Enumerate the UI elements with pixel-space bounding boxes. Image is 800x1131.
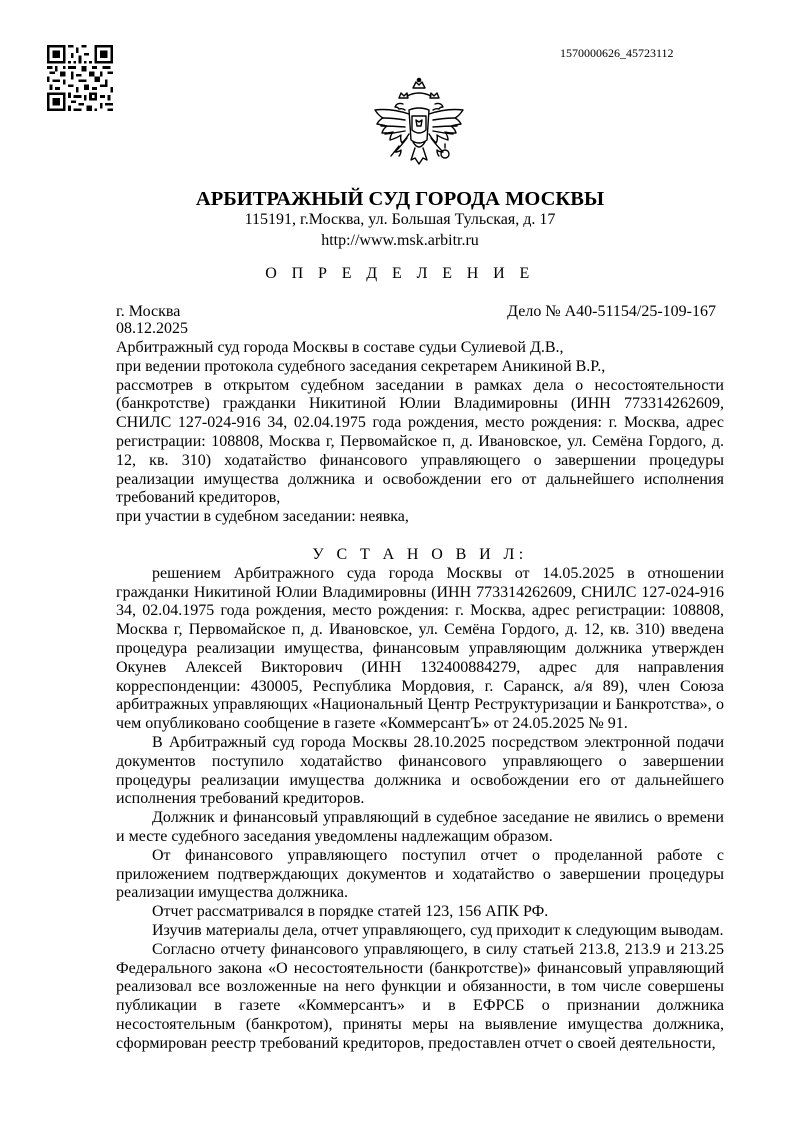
document-type-title: О П Р Е Д Е Л Е Н И Е	[265, 265, 535, 282]
document-id: 1570000626_45723112	[560, 46, 674, 60]
intro-line-judge: Арбитражный суд города Москвы в составе судьи Сулиевой Д.В.,	[116, 339, 564, 356]
paragraph: Отчет рассматривался в порядке статей 123, 156 АПК РФ.	[152, 903, 549, 921]
qr-code	[47, 45, 113, 111]
court-website: http://www.msk.arbitr.ru	[321, 232, 479, 249]
coat-of-arms-emblem	[369, 76, 469, 182]
section-heading: У С Т А Н О В И Л:	[312, 545, 528, 563]
document-date: 08.12.2025	[116, 320, 188, 337]
paragraph: В Арбитражный суд города Москвы 28.10.2025 посредством электронной подачи документов поступило ходатайство финансового управляющего о завершении процедуры реализации имущества должника и освобождении его от дальнейшего исполнения требований кредиторов.	[116, 733, 724, 808]
court-address: 115191, г.Москва, ул. Большая Тульская, д. 17	[244, 211, 556, 228]
document-body	[116, 339, 724, 1053]
intro-line-secretary: при ведении протокола судебного заседания секретарем Аникиной В.Р.,	[116, 357, 606, 375]
paragraph: Изучив материалы дела, отчет управляющего, суд приходит к следующим выводам.	[152, 921, 724, 939]
intro-line-subject: рассмотрев в открытом судебном заседании в рамках дела о несостоятельности (банкротстве) гражданки Никитиной Юлии Владимировны (ИНН 773314262609, СНИЛС 127-024-916 34, 02.04.1975 года рождения, место рождения: г. Москва, адрес регистрации: 108808, Москва г, Первомайское п, д. Ивановское, ул. Семёна Гордого, д. 12, кв. 310) ходатайство финансового управляющего о завершении процедуры реализации имущества должника и освобождении его от дальнейшего исполнения требований кредиторов,	[116, 376, 724, 507]
paragraph: Должник и финансовый управляющий в судебное заседание не явились о времени и месте судебного заседания уведомлены надлежащим образом.	[116, 809, 724, 845]
paragraph: Согласно отчету финансового управляющего, в силу статьей 213.8, 213.9 и 213.25 Федерального закона «О несостоятельности (банкротстве)» финансовый управляющий реализовал все возложенные на него функции и обязанности, в том числе совершены публикации в газете «Коммерсантъ» и в ЕФРСБ о признании должника несостоятельным (банкротом), приняты меры на выявление имущества должника, сформирован реестр требований кредиторов, предоставлен отчет о своей деятельности,	[116, 940, 724, 1052]
intro-line-participants: при участии в судебном заседании: неявка,	[116, 508, 409, 526]
city: г. Москва	[116, 303, 181, 320]
paragraph: От финансового управляющего поступил отчет о проделанной работе с приложением подтверждающих документов и ходатайство о завершении процедуры реализации имущества должника.	[116, 846, 724, 902]
court-name: АРБИТРАЖНЫЙ СУД ГОРОДА МОСКВЫ	[195, 188, 605, 210]
case-number: Дело № А40-51154/25-109-167	[507, 303, 716, 320]
paragraph: решением Арбитражного суда города Москвы от 14.05.2025 в отношении гражданки Никитиной Юлии Владимировны (ИНН 773314262609, СНИЛС 127-024-916 34, 02.04.1975 года рождения, место рождения: г. Москва, адрес регистрации: 108808, Москва г, Первомайское п, д. Ивановское, ул. Семёна Гордого, д. 12, кв. 310) введена процедура реализации имущества, финансовым управляющим должника утвержден Окунев Алексей Викторович (ИНН 132400884279, адрес для направления корреспонденции: 430005, Республика Мордовия, г. Саранск, а/я 89), член Союза арбитражных управляющих «Национальный Центр Реструктуризации и Банкротства», о чем опубликовано сообщение в газете «КоммерсантЪ» от 24.05.2025 № 91.	[116, 564, 724, 733]
